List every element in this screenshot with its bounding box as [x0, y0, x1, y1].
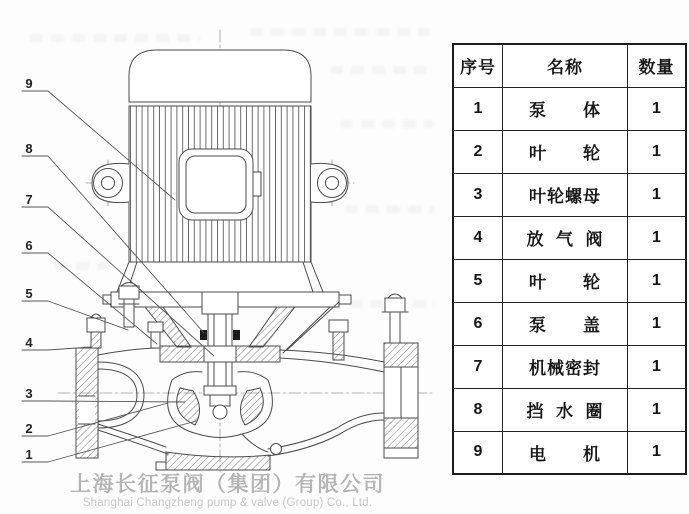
parts-table [452, 43, 687, 475]
callout-label: 7 [25, 192, 33, 207]
motor-cap [129, 50, 311, 102]
callout-3 [22, 386, 185, 402]
table-row [453, 431, 686, 474]
table-row [453, 345, 686, 388]
water-slinger [200, 330, 207, 340]
row-qty-cell: 1 [628, 216, 687, 259]
row-qty-cell: 1 [628, 87, 687, 130]
row-name-cell: 泵 体 [503, 87, 628, 130]
row-qty-cell: 1 [628, 173, 687, 216]
table-row [453, 130, 686, 173]
impeller-nut [210, 395, 230, 406]
row-qty-cell: 1 [628, 431, 687, 474]
row-name-cell: 叶 轮 [503, 130, 628, 173]
callout-label: 5 [25, 286, 33, 301]
row-no-cell: 4 [453, 216, 503, 259]
table-row [453, 388, 686, 431]
callout-label: 2 [25, 421, 33, 436]
row-qty-cell: 1 [628, 345, 687, 388]
row-no-cell: 1 [453, 87, 503, 130]
row-no-cell: 5 [453, 259, 503, 302]
callout-label: 8 [25, 141, 33, 156]
header-quantity: 数量 [628, 44, 687, 87]
row-name-cell: 叶 轮 [503, 259, 628, 302]
callout-label: 3 [25, 386, 33, 401]
company-name-cn: 上海长征泵阀（集团）有限公司 [70, 473, 385, 496]
table-row [453, 216, 686, 259]
air-release-valve [87, 314, 105, 348]
row-qty-cell: 1 [628, 388, 687, 431]
table-row [453, 87, 686, 130]
callout-label: 6 [25, 238, 33, 253]
row-name-cell: 电 机 [503, 431, 628, 474]
impeller [240, 388, 263, 425]
row-qty-cell: 1 [628, 130, 687, 173]
table-row [453, 302, 686, 345]
discharge-flange [268, 294, 418, 458]
table-row [453, 173, 686, 216]
row-qty-cell: 1 [628, 259, 687, 302]
callout-label: 1 [25, 447, 33, 462]
header-name: 名称 [503, 44, 628, 87]
row-qty-cell: 1 [628, 302, 687, 345]
drain-plug [271, 444, 282, 455]
table-header-row [453, 44, 686, 87]
shaft-assembly [200, 292, 240, 388]
header-serial: 序号 [453, 44, 503, 87]
flange-bolt [382, 294, 408, 343]
row-name-cell: 泵 盖 [503, 302, 628, 345]
row-no-cell: 7 [453, 345, 503, 388]
row-name-cell: 机械密封 [503, 345, 628, 388]
callout-label: 4 [25, 335, 33, 350]
water-slinger [233, 330, 240, 340]
motor [92, 50, 351, 307]
callout-4 [22, 335, 91, 350]
row-no-cell: 9 [453, 431, 503, 474]
support-bracket [145, 302, 339, 353]
row-name-cell: 叶轮螺母 [503, 173, 628, 216]
row-no-cell: 2 [453, 130, 503, 173]
motor-base [117, 262, 323, 292]
row-name-cell: 挡 水 圈 [503, 388, 628, 431]
mechanical-seal [204, 346, 236, 362]
row-no-cell: 6 [453, 302, 503, 345]
motor-nameplate [179, 149, 261, 220]
shaft-coupling [202, 292, 238, 314]
row-name-cell: 放 气 阀 [503, 216, 628, 259]
row-no-cell: 3 [453, 173, 503, 216]
callout-label: 9 [25, 76, 33, 91]
pump-foot [156, 444, 282, 471]
company-name-en: Shanghai Changzheng pump & valve (Group) Co., Ltd. [82, 497, 373, 509]
row-no-cell: 8 [453, 388, 503, 431]
table-row [453, 259, 686, 302]
impeller [177, 388, 200, 425]
